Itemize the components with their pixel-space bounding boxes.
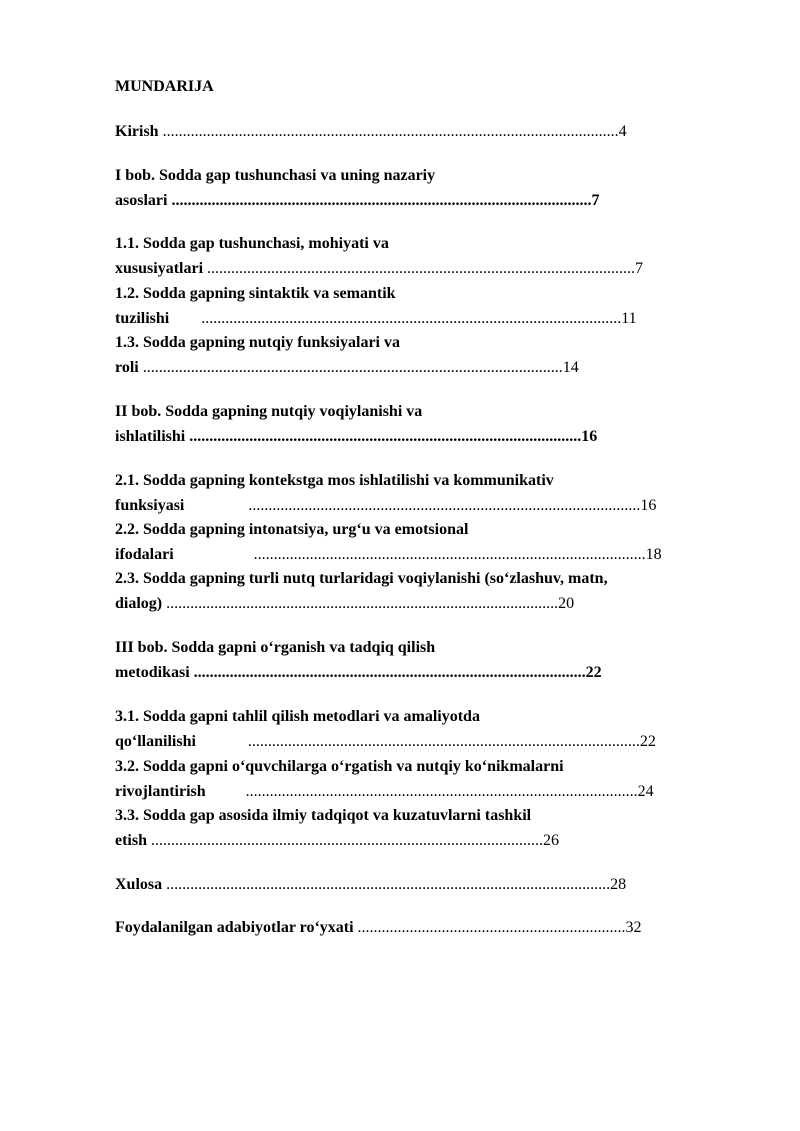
toc-page-number: 7: [635, 259, 644, 277]
toc-page-number: 4: [618, 123, 627, 140]
toc-entry-section-3-1: [115, 705, 743, 754]
toc-leader-dots: ..................................................................................................: [166, 594, 559, 612]
toc-leader-dots: ..................................................................................................: [151, 831, 543, 849]
toc-page-number: 26: [543, 831, 559, 849]
toc-entry-title: 3.1. Sodda gapni tahlil qilish metodlari va amaliyotda: [115, 708, 480, 725]
toc-leader-dots: ...........................................................................................................: [207, 259, 636, 277]
toc-leader-dots: ..................................................................................................: [253, 545, 646, 563]
toc-page-number: 16: [640, 496, 657, 514]
toc-leader-dots: ..................................................................................................: [245, 782, 638, 800]
toc-leader-dots: ..................................................................................................: [189, 427, 582, 445]
toc-entry-section-3-3: [115, 804, 743, 853]
toc-entry-title-end: rivojlantirish: [115, 782, 206, 800]
toc-page-number: 20: [558, 594, 575, 612]
toc-page-number: 14: [562, 358, 579, 376]
toc-entry-chapter-2: [115, 400, 743, 449]
toc-entry-title-end: qo‘llanilishi: [115, 732, 196, 750]
toc-page-number: 7: [591, 191, 600, 209]
toc-entry-section-2-1: [115, 469, 743, 518]
toc-entry-conclusion: [115, 873, 743, 898]
toc-page-number: 24: [637, 782, 654, 800]
toc-leader-dots: ..................................................................................................: [193, 663, 586, 681]
toc-entry-title: I bob. Sodda gap tushunchasi va uning nazariy: [115, 167, 436, 184]
toc-entry-title: 1.2. Sodda gapning sintaktik va semantik: [115, 285, 396, 302]
toc-page-number: 22: [585, 663, 602, 681]
toc-entry-title: 2.1. Sodda gapning kontekstga mos ishlatilishi va kommunikativ: [115, 472, 554, 489]
toc-entry-title-end: metodikasi: [115, 663, 190, 681]
toc-entry-title: III bob. Sodda gapni o‘rganish va tadqiq qilish: [115, 639, 436, 656]
toc-leader-dots: ..................................................................................................: [248, 496, 641, 514]
toc-entry-title: 1.3. Sodda gapning nutqiy funksiyalari va: [115, 334, 400, 351]
toc-entry-section-3-2: [115, 755, 743, 804]
toc-entry-title-end: tuzilishi: [115, 309, 170, 327]
toc-leader-dots: .........................................................................................................: [142, 358, 563, 376]
toc-entry-title: 2.2. Sodda gapning intonatsiya, urg‘u va emotsional: [115, 521, 469, 538]
toc-entry-title-end: xususiyatlari: [115, 259, 204, 277]
toc-page-number: 28: [610, 876, 627, 893]
toc-page-number: 22: [639, 732, 656, 750]
toc-entry-title-end: etish: [115, 831, 147, 849]
toc-entry-section-2-2: [115, 518, 743, 567]
toc-entry-label: Xulosa: [115, 876, 163, 893]
toc-entry-section-1-3: [115, 331, 743, 380]
toc-leader-dots: ..................................................................................................: [247, 732, 640, 750]
toc-leader-dots: .........................................................................................................: [201, 309, 622, 327]
toc-entry-title-end: ifodalari: [115, 545, 174, 563]
toc-entry-chapter-1: [115, 164, 743, 213]
toc-page-number: 18: [645, 545, 662, 563]
toc-entry-title: 1.1. Sodda gap tushunchasi, mohiyati va: [115, 235, 389, 252]
toc-entry-title-end: asoslari: [115, 191, 168, 209]
toc-entry-title: 2.3. Sodda gapning turli nutq turlaridagi voqiylanishi (so‘zlashuv, matn,: [115, 570, 608, 587]
toc-entry-title-end: ishlatilishi: [115, 427, 186, 445]
toc-entry-section-2-3: [115, 567, 743, 616]
toc-entry-title-end: dialog): [115, 594, 163, 612]
toc-entry-title-end: funksiyasi: [115, 496, 185, 514]
toc-entry-title: 3.2. Sodda gapni o‘quvchilarga o‘rgatish va nutqiy ko‘nikmalarni: [115, 758, 564, 775]
toc-page-number: 32: [625, 919, 642, 936]
toc-entry-references: [115, 916, 743, 941]
toc-entry-label: Foydalanilgan adabiyotlar ro‘yxati: [115, 919, 354, 936]
toc-entry-title: II bob. Sodda gapning nutqiy voqiylanishi va: [115, 403, 423, 420]
toc-heading-text: MUNDARIJA: [115, 78, 214, 95]
toc-leader-dots: ...................................................................: [357, 919, 626, 936]
toc-leader-dots: ..................................................................................................................: [162, 123, 619, 140]
toc-page-number: 16: [581, 427, 598, 445]
toc-leader-dots: ...............................................................................................................: [166, 876, 611, 893]
toc-entry-label: Kirish: [115, 123, 159, 140]
toc-entry-chapter-3: [115, 636, 743, 685]
toc-entry-title-end: roli: [115, 358, 139, 376]
toc-entry-intro: [115, 120, 743, 145]
toc-entry-section-1-2: [115, 282, 743, 331]
toc-leader-dots: .........................................................................................................: [171, 191, 592, 209]
toc-page-number: 11: [621, 309, 637, 327]
toc-entry-title: 3.3. Sodda gap asosida ilmiy tadqiqot va kuzatuvlarni tashkil: [115, 807, 532, 824]
toc-entry-section-1-1: [115, 232, 743, 281]
toc-heading: [115, 75, 743, 100]
